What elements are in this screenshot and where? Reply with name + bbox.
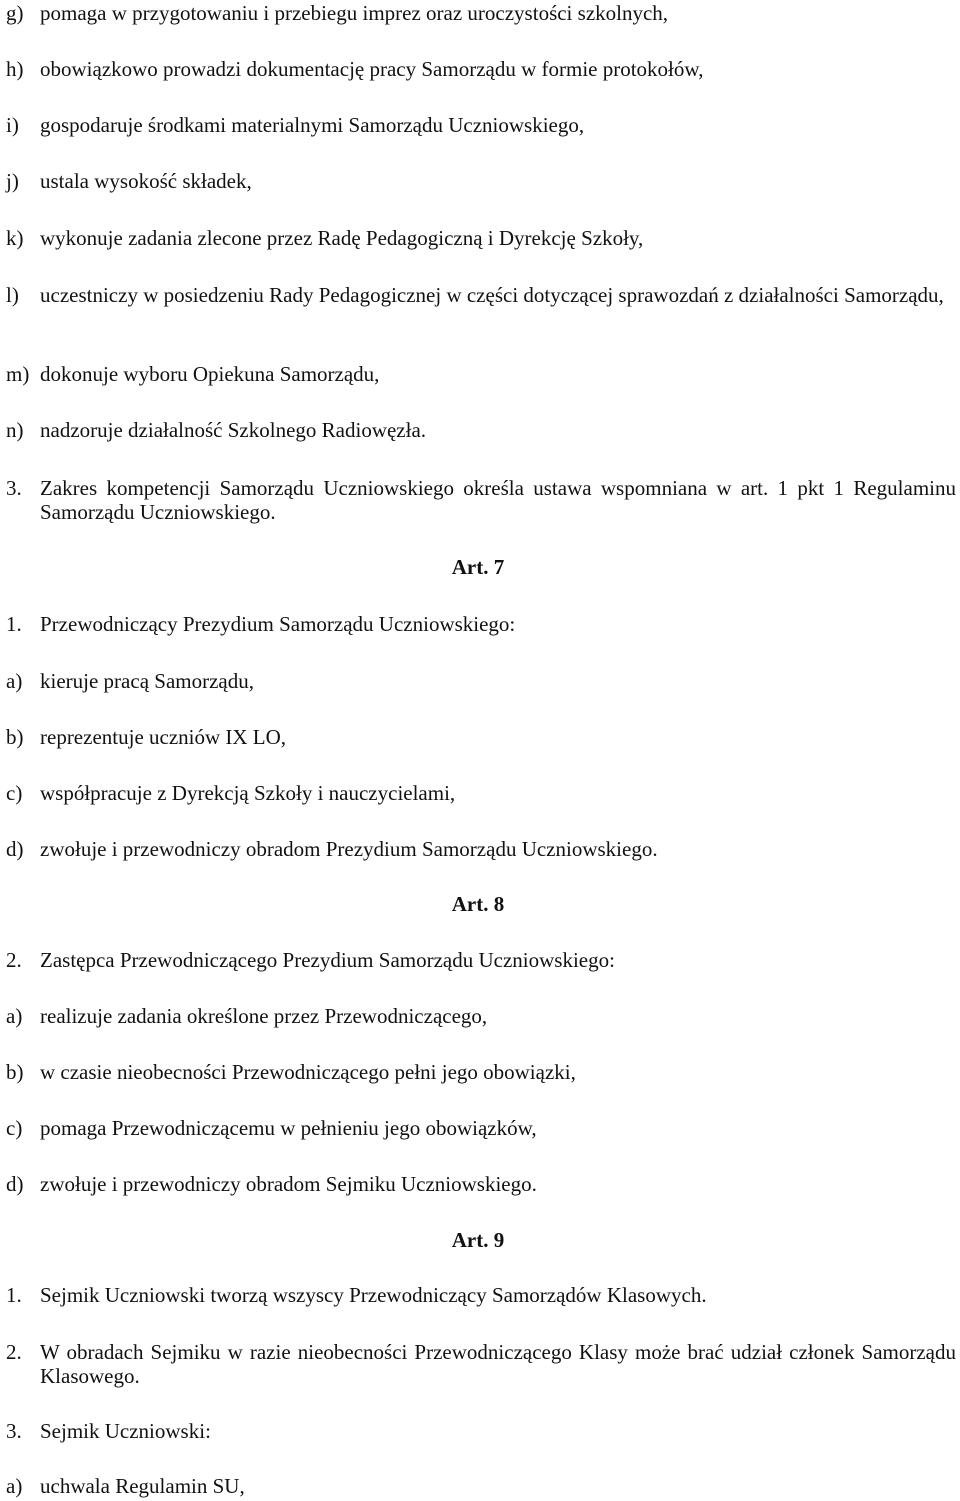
point-text: Zakres kompetencji Samorządu Uczniowskiego określa ustawa wspomniana w art. 1 pkt 1 Regulaminu Samorządu Uczniowskiego.: [40, 476, 956, 524]
point-text: Sejmik Uczniowski tworzą wszyscy Przewodniczący Samorządów Klasowych.: [40, 1283, 707, 1307]
list-item-text: pomaga Przewodniczącemu w pełnieniu jego obowiązków,: [40, 1116, 537, 1140]
article-heading-text: Art. 9: [451, 1228, 505, 1252]
list-item-label: c): [6, 781, 23, 805]
list-item-text: gospodaruje środkami materialnymi Samorządu Uczniowskiego,: [40, 113, 585, 137]
point-label: 2.: [6, 948, 22, 972]
point-text: Sejmik Uczniowski:: [40, 1419, 211, 1443]
point-text: Zastępca Przewodniczącego Prezydium Samorządu Uczniowskiego:: [40, 948, 615, 972]
article-heading-8: [0, 892, 960, 916]
list-item-text: realizuje zadania określone przez Przewodniczącego,: [40, 1004, 488, 1028]
point-text: Przewodniczący Prezydium Samorządu Uczniowskiego:: [40, 612, 516, 636]
list-item-label: d): [6, 837, 24, 861]
list-item-label: h): [6, 57, 24, 81]
point-label: 3.: [6, 1419, 22, 1443]
point-label: 2.: [6, 1340, 22, 1364]
list-item-text: zwołuje i przewodniczy obradom Prezydium Samorządu Uczniowskiego.: [40, 837, 658, 861]
list-item-text: reprezentuje uczniów IX LO,: [40, 725, 287, 749]
list-item-label: m): [6, 362, 30, 386]
list-item-text: wykonuje zadania zlecone przez Radę Pedagogiczną i Dyrekcję Szkoły,: [40, 226, 644, 250]
point-text: W obradach Sejmiku w razie nieobecności Przewodniczącego Klasy może brać udział członek Samorządu Klasowego.: [40, 1340, 956, 1388]
list-item-label: l): [6, 283, 19, 307]
point-label: 1.: [6, 612, 22, 636]
article-heading-9: [0, 1228, 960, 1252]
point-label: 1.: [6, 1283, 22, 1307]
list-item-label: n): [6, 418, 24, 442]
list-item-label: a): [6, 1474, 23, 1498]
list-item-text: współpracuje z Dyrekcją Szkoły i nauczycielami,: [40, 781, 456, 805]
list-item-text: w czasie nieobecności Przewodniczącego pełni jego obowiązki,: [40, 1060, 576, 1084]
point-label: 3.: [6, 476, 22, 500]
list-item-label: j): [6, 169, 19, 193]
list-item-text: obowiązkowo prowadzi dokumentację pracy Samorządu w formie protokołów,: [40, 57, 704, 81]
list-item-label: a): [6, 1004, 23, 1028]
article-heading-7: [0, 555, 960, 579]
list-item-label: k): [6, 226, 24, 250]
list-item-text: kieruje pracą Samorządu,: [40, 669, 254, 693]
list-item-text: pomaga w przygotowaniu i przebiegu imprez oraz uroczystości szkolnych,: [40, 1, 669, 25]
article-heading-text: Art. 7: [451, 555, 505, 579]
list-item-label: b): [6, 725, 24, 749]
list-item-label: c): [6, 1116, 23, 1140]
article-heading-text: Art. 8: [451, 892, 505, 916]
list-item-text: nadzoruje działalność Szkolnego Radiowęzła.: [40, 418, 427, 442]
list-item-text: uczestniczy w posiedzeniu Rady Pedagogicznej w części dotyczącej sprawozdań z działalności Samorządu,: [40, 283, 944, 307]
list-item-label: g): [6, 1, 24, 25]
list-item-text: dokonuje wyboru Opiekuna Samorządu,: [40, 362, 380, 386]
list-item-label: a): [6, 669, 23, 693]
list-item-text: uchwala Regulamin SU,: [40, 1474, 245, 1498]
list-item-label: d): [6, 1172, 24, 1196]
list-item-text: zwołuje i przewodniczy obradom Sejmiku Uczniowskiego.: [40, 1172, 537, 1196]
list-item-label: i): [6, 113, 19, 137]
list-item-text: ustala wysokość składek,: [40, 169, 252, 193]
list-item-label: b): [6, 1060, 24, 1084]
